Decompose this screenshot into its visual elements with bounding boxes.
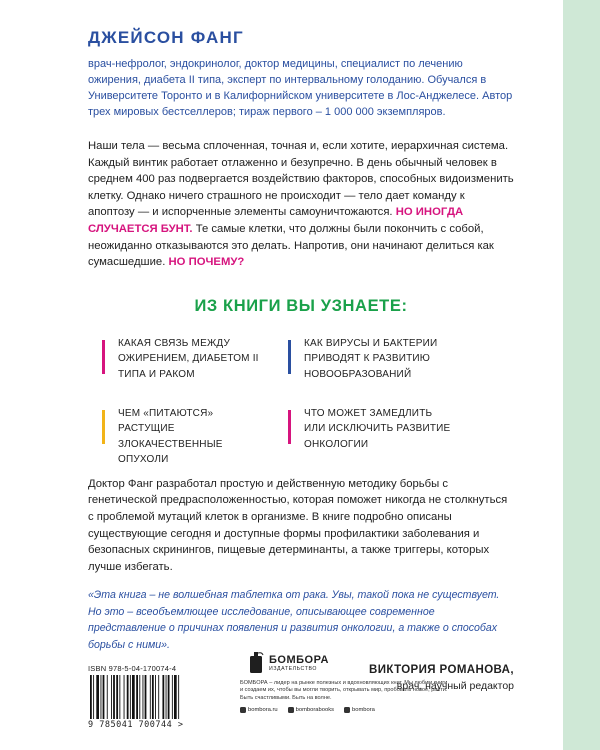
- intro-text-1: Наши тела — весьма сплоченная, точная и, если хотите, иерархичная система. Каждый винтик работает отлаженно и безупречно. В день обычный человек в среднем 400 раз подвергается воздействию факторов, способных видоизменить клетку. Однако ничего страшного не происходит — тело дает команду к апоптозу — и испорченные элементы самоуничтожаются.: [88, 140, 514, 219]
- learn-item-text: ЧЕМ «ПИТАЮТСЯ» РАСТУЩИЕ ЗЛОКАЧЕСТВЕННЫЕ ОПУХОЛИ: [118, 407, 223, 466]
- learn-item-text: ЧТО МОЖЕТ ЗАМЕДЛИТЬ ИЛИ ИСКЛЮЧИТЬ РАЗВИТИЕ ОНКОЛОГИИ: [304, 407, 451, 450]
- back-cover-content: [88, 28, 514, 692]
- social-books: [288, 707, 334, 713]
- intro-highlight-1: НО ИНОГДА СЛУЧАЕТСЯ БУНТ.: [88, 206, 464, 235]
- learn-list: [102, 336, 514, 466]
- vk-icon: [288, 707, 294, 713]
- publisher-block: [240, 652, 450, 713]
- social-label: bombora: [352, 707, 375, 714]
- intro-text-2: Те самые клетки, что должны были покончить с собой, неожиданно отказываются это делать. Напротив, они начинают делиться как сумасшедшие.: [88, 222, 494, 269]
- social-label: bomborabooks: [295, 707, 335, 714]
- signature-name: ВИКТОРИЯ РОМАНОВА,: [369, 663, 514, 676]
- learn-item: [102, 336, 270, 383]
- learn-title: ИЗ КНИГИ ВЫ УЗНАЕТЕ:: [194, 296, 408, 315]
- review-quote: «Эта книга – не волшебная таблетка от рака. Увы, такой пока не существует. Но это – всеобъемлющее исследование, описывающее современное представление о причинах появления и развития онкологии, а также о способах борьбы с ними».: [88, 589, 500, 651]
- barcode-image: [88, 675, 210, 719]
- learn-item: [288, 336, 456, 383]
- author-name: ДЖЕЙСОН ФАНГ: [88, 28, 244, 47]
- accent-bar: [288, 340, 291, 374]
- publisher-blurb: БОМБОРА – лидер на рынке полезных и вдохновляющих книг. Мы любим книги и создаем их, чтобы вы могли творить, открывать мир, пробовать новое, расти. Быть счастливыми. Быть на волне.: [240, 680, 448, 701]
- intro-highlight-2: НО ПОЧЕМУ?: [168, 256, 245, 269]
- learn-item-text: КАКАЯ СВЯЗЬ МЕЖДУ ОЖИРЕНИЕМ, ДИАБЕТОМ II ТИПА И РАКОМ: [118, 337, 259, 380]
- publisher-sub: ИЗДАТЕЛЬСТВО: [269, 665, 318, 672]
- accent-bar: [288, 410, 291, 444]
- instagram-icon: [240, 707, 246, 713]
- learn-item: [102, 406, 270, 468]
- social-label: bombora.ru: [248, 707, 278, 714]
- telegram-icon: [344, 707, 350, 713]
- publisher-logo: [248, 652, 450, 674]
- publisher-name: БОМБОРА: [269, 653, 329, 666]
- learn-item: [288, 406, 456, 453]
- social-site: [240, 707, 278, 713]
- publisher-socials: [240, 707, 450, 713]
- author-bio: врач-нефролог, эндокринолог, доктор медицины, специалист по лечению ожирения, диабета II типа, эксперт по интервальному голоданию. Обучался в Университете Торонто и в Калифорнийском университете в Лос-Анджелесе. Автор трех мировых бестселлеров; тираж первого – 1 000 000 экземпляров.: [88, 58, 513, 118]
- accent-bar: [102, 340, 105, 374]
- learn-item-text: КАК ВИРУСЫ И БАКТЕРИИ ПРИВОДЯТ К РАЗВИТИЮ НОВООБРАЗОВАНИЙ: [304, 337, 438, 380]
- spine-strip: [563, 0, 600, 750]
- intro-paragraph: [88, 138, 514, 271]
- social-channel: [344, 707, 375, 713]
- bomb-icon: [248, 652, 264, 674]
- isbn-text: ISBN 978-5-04-170074-4: [88, 664, 177, 673]
- accent-bar: [102, 410, 105, 444]
- signature-role: врач, научный редактор: [396, 679, 514, 692]
- method-paragraph: Доктор Фанг разработал простую и действенную методику борьбы с генетической предрасположенностью, которая поможет никогда не столкнуться с проблемой мутаций клеток в организме. В книге подробно описаны существующие сегодня и доступные формы профилактики заболевания и безопасных скринингов, пищевые детерминанты, а также триггеры, которых лучше избегать.: [88, 477, 508, 573]
- barcode-digits: 9 785041 700744 >: [88, 720, 184, 730]
- barcode-block: [88, 664, 212, 730]
